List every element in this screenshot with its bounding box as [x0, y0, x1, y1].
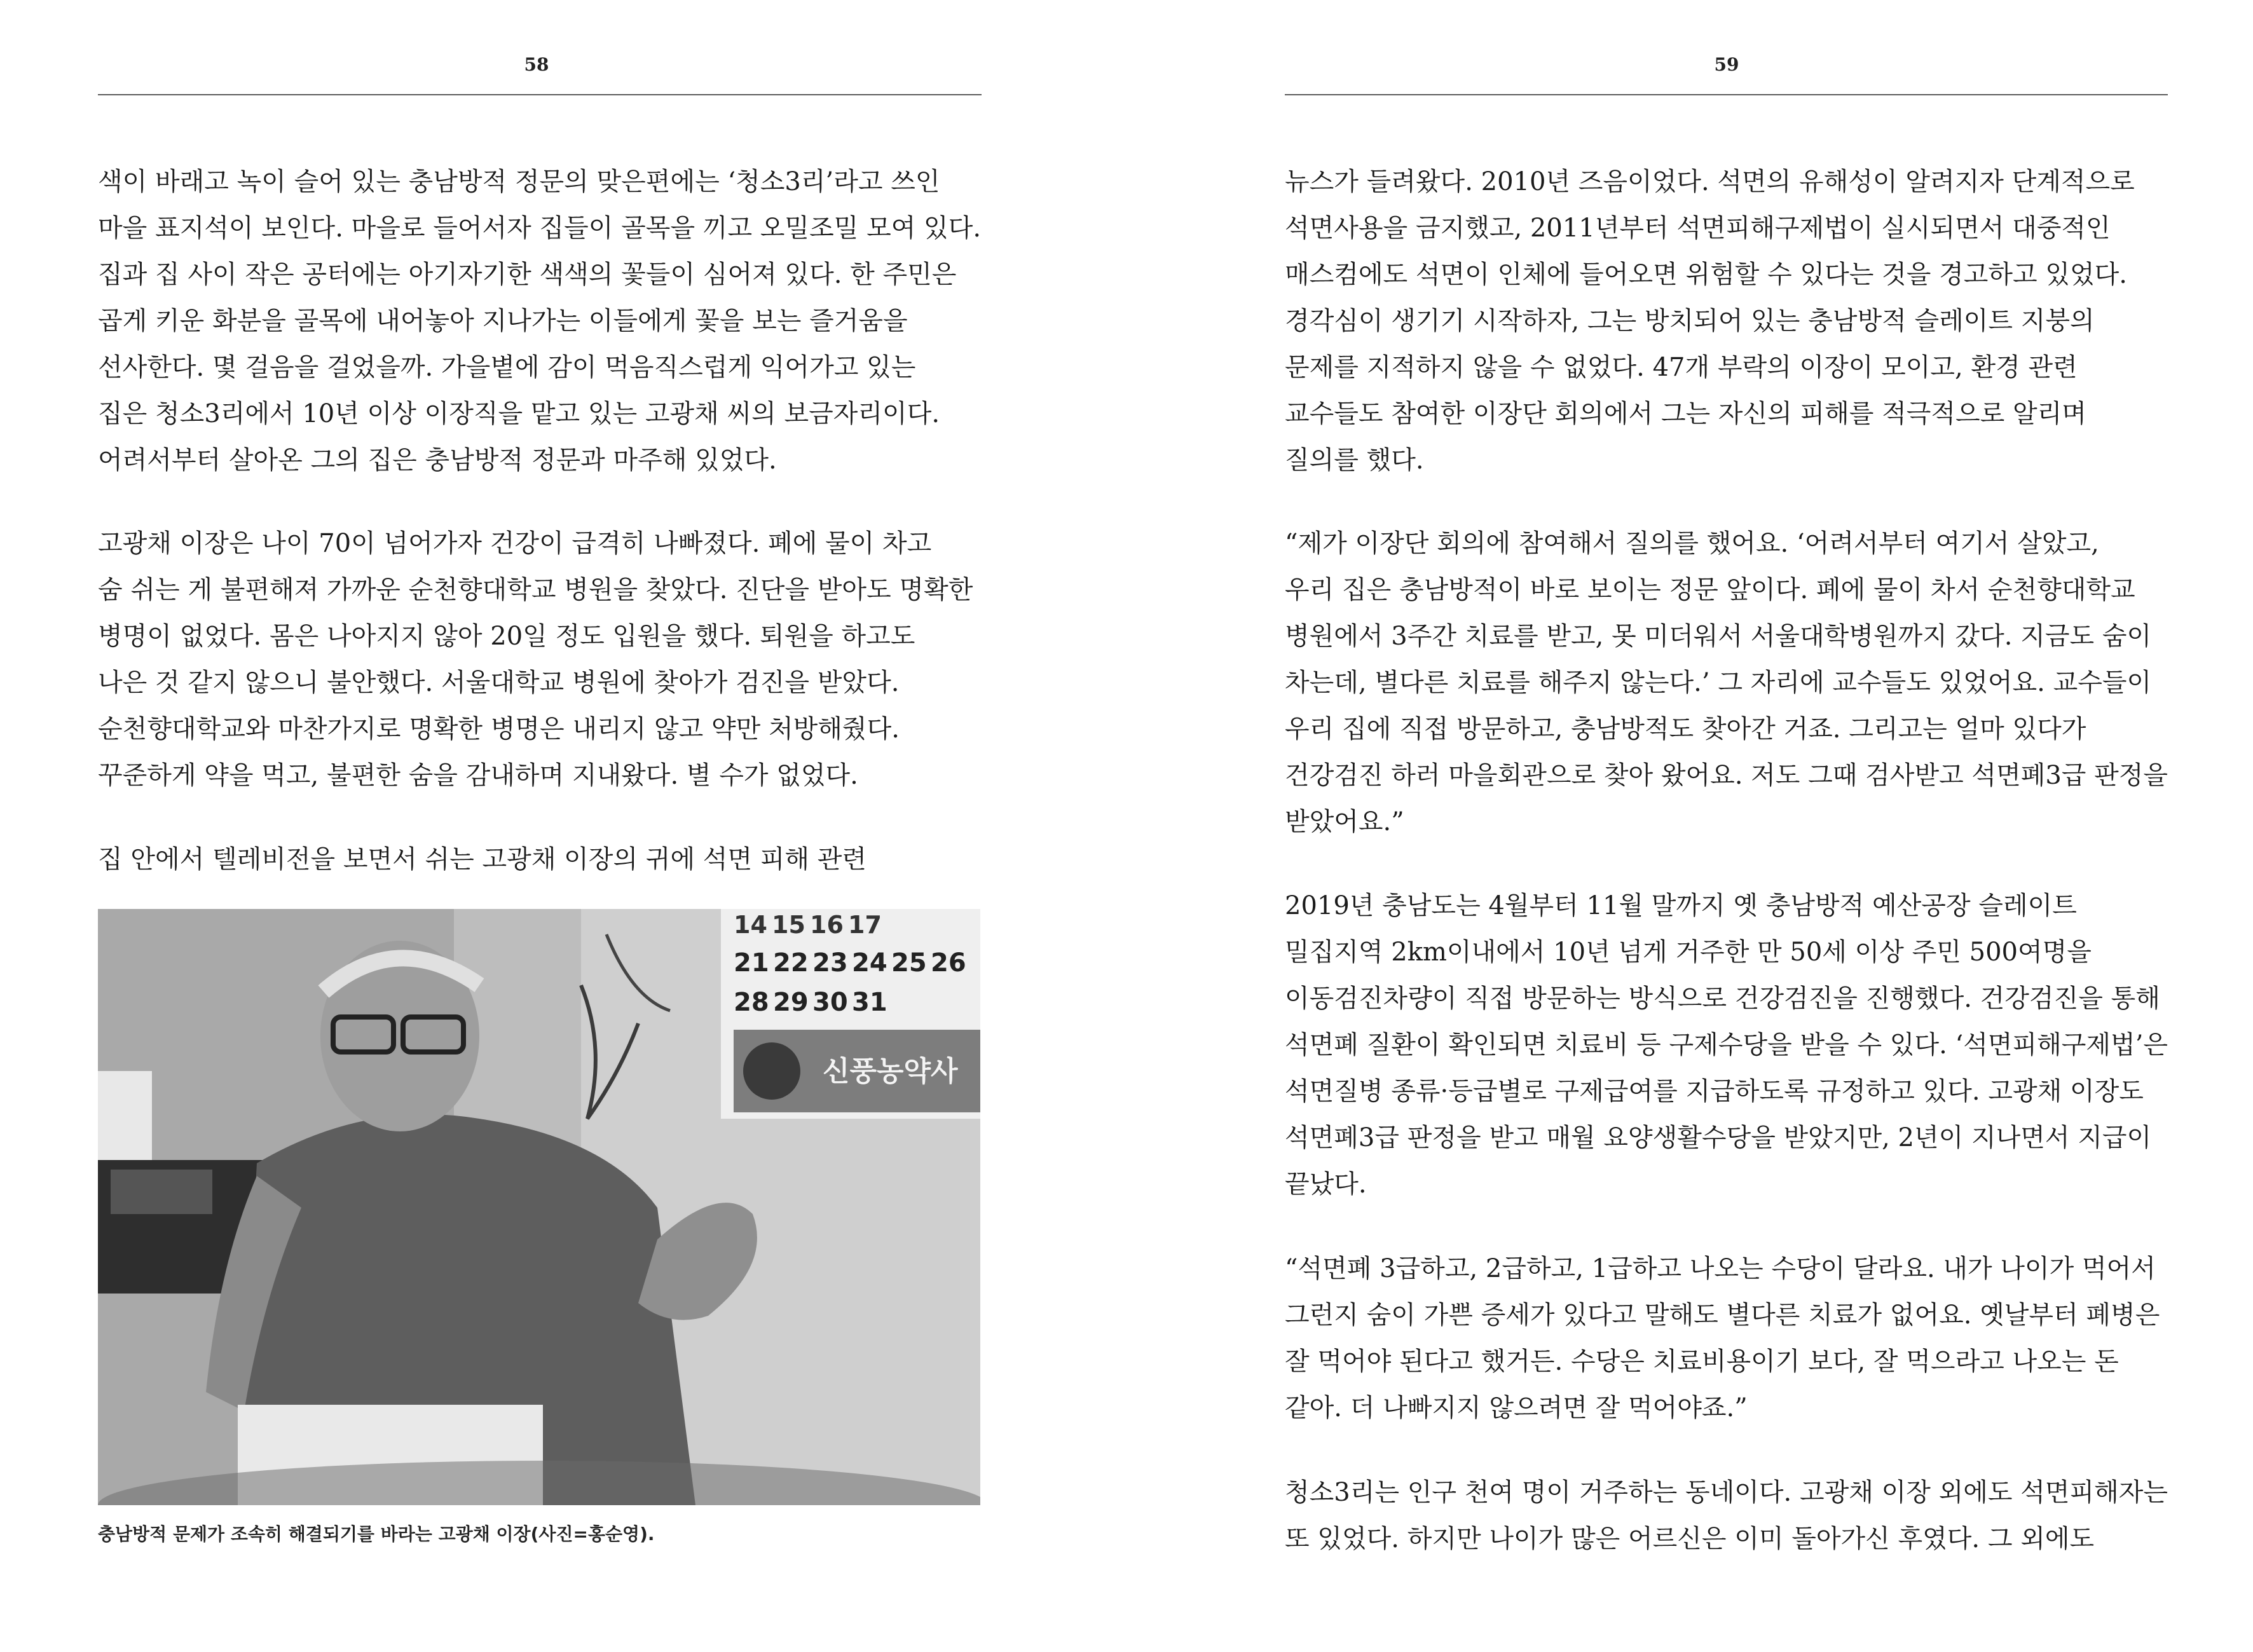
calendar-number: 17 — [848, 911, 882, 939]
text-line: 질의를 했다. — [1285, 446, 1424, 475]
text-line: 숨 쉬는 게 불편해져 가까운 순천향대학교 병원을 찾았다. 진단을 받아도 명확한 — [98, 575, 973, 604]
text-line: “제가 이장단 회의에 참여해서 질의를 했어요. ‘어려서부터 여기서 살았고, — [1285, 529, 2099, 558]
right-paragraph-1 — [1285, 159, 2135, 484]
text-line: 문제를 지적하지 않을 수 없었다. 47개 부락의 이장이 모이고, 환경 관련 — [1285, 353, 2078, 382]
calendar-number: 23 — [812, 948, 848, 978]
text-line: 꾸준하게 약을 먹고, 불편한 숨을 감내하며 지내왔다. 별 수가 없었다. — [98, 761, 858, 790]
text-line: 석면폐 질환이 확인되면 치료비 등 구제수당을 받을 수 있다. ‘석면피해구제법’은 — [1285, 1030, 2168, 1060]
text-line: 선사한다. 몇 걸음을 걸었을까. 가을볕에 감이 먹음직스럽게 익어가고 있는 — [98, 353, 916, 382]
page-number-left: 58 — [524, 54, 549, 75]
right-paragraph-2 — [1285, 521, 2168, 845]
right-paragraph-5 — [1285, 1470, 2168, 1562]
text-line: 우리 집에 직접 방문하고, 충남방적도 찾아간 거죠. 그리고는 얼마 있다가 — [1285, 714, 2086, 744]
calendar-number: 16 — [810, 911, 844, 939]
calendar-number: 22 — [773, 948, 809, 978]
header-rule-right — [1285, 94, 2168, 95]
photo-illustration — [98, 909, 980, 1505]
text-line: 어려서부터 살아온 그의 집은 충남방적 정문과 마주해 있었다. — [98, 446, 777, 475]
calendar-number: 28 — [734, 988, 769, 1017]
left-paragraph-3 — [98, 836, 866, 883]
text-line: 밀집지역 2km이내에서 10년 넘게 거주한 만 50세 이상 주민 500여명을 — [1285, 938, 2092, 967]
text-line: 또 있었다. 하지만 나이가 많은 어르신은 이미 돌아가신 후였다. 그 외에도 — [1285, 1524, 2095, 1553]
interview-photo — [98, 909, 980, 1505]
text-line: 받았어요.” — [1285, 807, 1404, 836]
text-line: 순천향대학교와 마찬가지로 명확한 병명은 내리지 않고 약만 처방해줬다. — [98, 714, 900, 744]
calendar-number: 21 — [734, 948, 769, 978]
text-line: 집은 청소3리에서 10년 이상 이장직을 맡고 있는 고광채 씨의 보금자리이다. — [98, 399, 940, 428]
calendar-number: 15 — [772, 911, 805, 939]
text-line: 그런지 숨이 가쁜 증세가 있다고 말해도 별다른 치료가 없어요. 옛날부터 폐병은 — [1285, 1300, 2160, 1330]
text-line: “석면폐 3급하고, 2급하고, 1급하고 나오는 수당이 달라요. 내가 나이가 먹어서 — [1285, 1254, 2156, 1283]
text-line: 잘 먹어야 된다고 했거든. 수당은 치료비용이기 보다, 잘 먹으라고 나오는 돈 — [1285, 1347, 2119, 1376]
text-line: 고광채 이장은 나이 70이 넘어가자 건강이 급격히 나빠졌다. 폐에 물이 차고 — [98, 529, 932, 558]
text-line: 나은 것 같지 않으니 불안했다. 서울대학교 병원에 찾아가 검진을 받았다. — [98, 668, 900, 697]
text-line: 곱게 키운 화분을 골목에 내어놓아 지나가는 이들에게 꽃을 보는 즐거움을 — [98, 306, 908, 336]
poster-title: 신풍농약사 — [823, 1055, 958, 1088]
text-line: 석면폐3급 판정을 받고 매월 요양생활수당을 받았지만, 2년이 지나면서 지급이 — [1285, 1123, 2152, 1152]
calendar-number: 30 — [812, 988, 848, 1017]
text-line: 2019년 충남도는 4월부터 11월 말까지 옛 충남방적 예산공장 슬레이트 — [1285, 891, 2077, 920]
text-line: 교수들도 참여한 이장단 회의에서 그는 자신의 피해를 적극적으로 알리며 — [1285, 399, 2086, 428]
text-line: 차는데, 별다른 치료를 해주지 않는다.’ 그 자리에 교수들도 있었어요. 교수들이 — [1285, 668, 2152, 697]
text-line: 집과 집 사이 작은 공터에는 아기자기한 색색의 꽃들이 심어져 있다. 한 주민은 — [98, 260, 957, 289]
right-paragraph-4 — [1285, 1246, 2160, 1431]
left-paragraph-1 — [98, 159, 981, 484]
page-number-right: 59 — [1714, 54, 1739, 75]
text-line: 매스컴에도 석면이 인체에 들어오면 위험할 수 있다는 것을 경고하고 있었다. — [1285, 260, 2127, 289]
calendar-number: 31 — [852, 988, 887, 1017]
text-line: 뉴스가 들려왔다. 2010년 즈음이었다. 석면의 유해성이 알려지자 단계적으로 — [1285, 167, 2135, 196]
text-line: 청소3리는 인구 천여 명이 거주하는 동네이다. 고광채 이장 외에도 석면피해자는 — [1285, 1478, 2168, 1507]
text-line: 우리 집은 충남방적이 바로 보이는 정문 앞이다. 폐에 물이 차서 순천향대학교 — [1285, 575, 2135, 604]
text-line: 병명이 없었다. 몸은 나아지지 않아 20일 정도 입원을 했다. 퇴원을 하고도 — [98, 622, 915, 651]
calendar-number: 14 — [734, 911, 767, 939]
text-line: 끝났다. — [1285, 1170, 1367, 1199]
calendar-number: 25 — [891, 948, 927, 978]
text-line: 이동검진차량이 직접 방문하는 방식으로 건강검진을 진행했다. 건강검진을 통해 — [1285, 984, 2160, 1013]
text-line: 석면질병 종류·등급별로 구제급여를 지급하도록 규정하고 있다. 고광채 이장도 — [1285, 1077, 2144, 1106]
header-rule-left — [98, 94, 982, 95]
calendar-number: 24 — [852, 948, 887, 978]
photo-caption: 충남방적 문제가 조속히 해결되기를 바라는 고광채 이장(사진=홍순영). — [98, 1524, 655, 1545]
text-line: 마을 표지석이 보인다. 마을로 들어서자 집들이 골목을 끼고 오밀조밀 모여 있다. — [98, 214, 982, 243]
text-line: 병원에서 3주간 치료를 받고, 못 미더워서 서울대학병원까지 갔다. 지금도 숨이 — [1285, 622, 2152, 651]
text-line: 경각심이 생기기 시작하자, 그는 방치되어 있는 충남방적 슬레이트 지붕의 — [1285, 306, 2095, 336]
text-line: 건강검진 하러 마을회관으로 찾아 왔어요. 저도 그때 검사받고 석면폐3급 판정을 — [1285, 761, 2168, 790]
right-paragraph-3 — [1285, 883, 2168, 1208]
text-line: 색이 바래고 녹이 슬어 있는 충남방적 정문의 맞은편에는 ‘청소3리’라고 쓰인 — [98, 167, 940, 196]
text-line: 집 안에서 텔레비전을 보면서 쉬는 고광채 이장의 귀에 석면 피해 관련 — [98, 845, 867, 874]
calendar-number: 29 — [773, 988, 809, 1017]
left-page — [0, 0, 1126, 1652]
left-paragraph-2 — [98, 521, 973, 799]
right-page — [1126, 0, 2253, 1652]
calendar-number: 26 — [931, 948, 966, 978]
text-line: 석면사용을 금지했고, 2011년부터 석면피해구제법이 실시되면서 대중적인 — [1285, 214, 2111, 243]
text-line: 같아. 더 나빠지지 않으려면 잘 먹어야죠.” — [1285, 1393, 1748, 1423]
